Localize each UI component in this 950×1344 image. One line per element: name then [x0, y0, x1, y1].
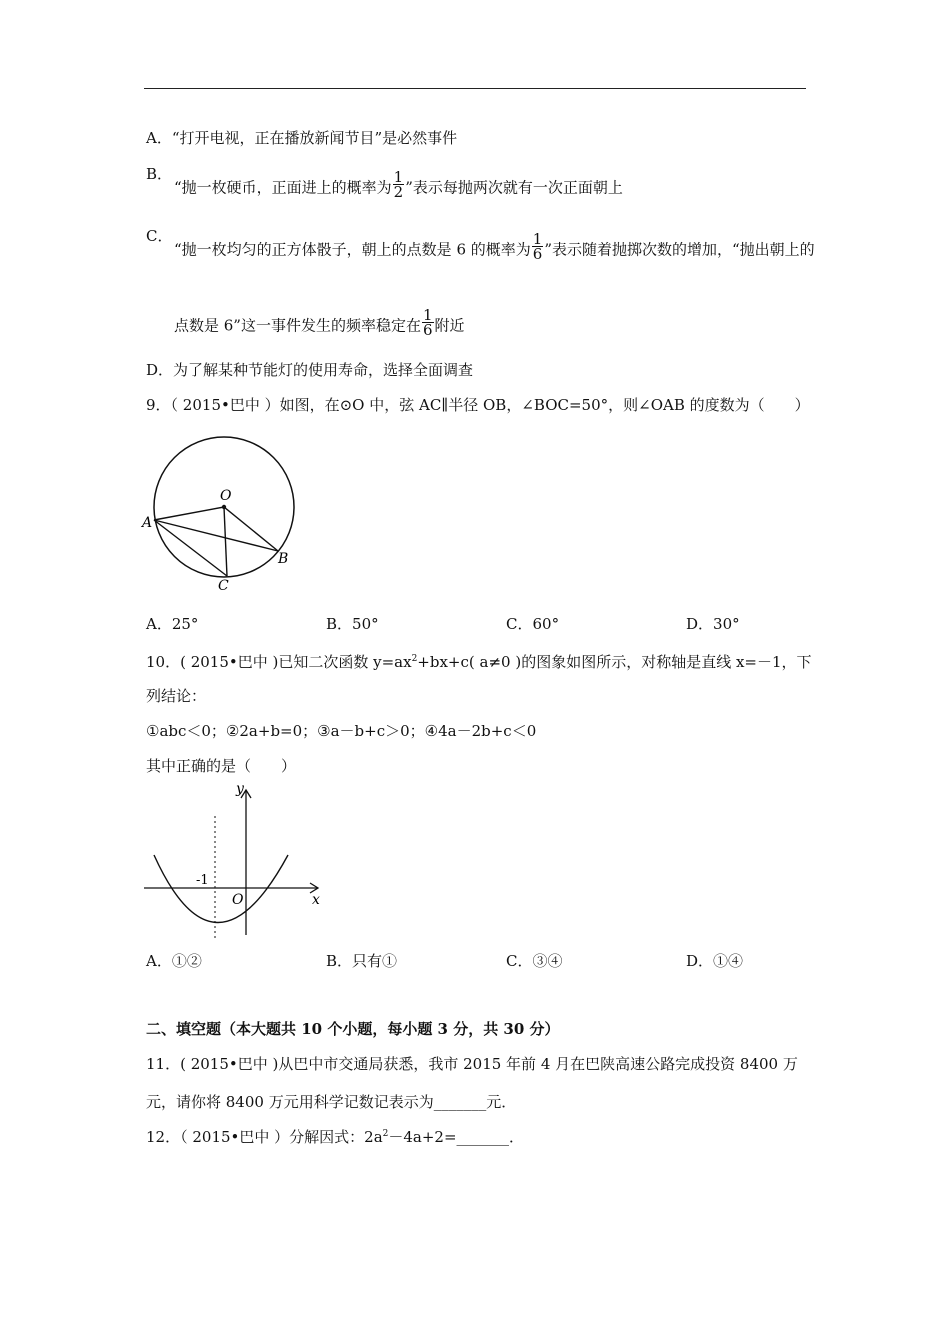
- center-point: [222, 505, 226, 509]
- label-neg1: -1: [196, 873, 209, 888]
- q10-conclusions: ①abc＜0；②2a+b=0；③a－b+c＞0；④4a－2b+c＜0: [146, 722, 537, 740]
- q8-option-b-text: [174, 168, 623, 203]
- radius-oc: [224, 507, 227, 576]
- q9-option-a: A．25°: [146, 615, 199, 633]
- fraction-one-half: [393, 170, 405, 199]
- fraction-one-sixth: [532, 232, 544, 261]
- fraction-denominator: 2: [393, 183, 404, 201]
- q12-post: －4a+2=_______．: [388, 1128, 525, 1146]
- q10-stem-line2: 列结论：: [146, 687, 207, 705]
- q10-option-a: A．①②: [146, 952, 202, 970]
- label-b: B: [278, 551, 289, 567]
- fraction-denominator: 6: [422, 321, 433, 339]
- q9-option-b: B．50°: [326, 615, 379, 633]
- q9-option-c: C．60°: [506, 615, 560, 633]
- label-a: A: [142, 515, 153, 531]
- q9-stem: 9．（ 2015•巴中 ）如图，在⊙O 中，弦 AC∥半径 OB，∠BOC=50°，则∠OAB 的度数为（ ）: [146, 396, 810, 414]
- label-c: C: [218, 578, 229, 594]
- label-origin: O: [232, 892, 244, 908]
- q10-parabola-figure: [140, 780, 330, 940]
- q11-line1: 11．( 2015•巴中 )从巴中市交通局获悉，我市 2015 年前 4 月在巴陕高速公路完成投资 8400 万: [146, 1055, 798, 1073]
- q10-ask: 其中正确的是（ ）: [146, 757, 297, 775]
- q8-option-c-label: C．: [146, 227, 173, 245]
- q12-text: [146, 1127, 524, 1147]
- q8-option-d: D．为了解某种节能灯的使用寿命，选择全面调查: [146, 361, 474, 379]
- q10-option-c: C．③④: [506, 952, 563, 970]
- q10-stem-a: 10．( 2015•巴中 )已知二次函数 y=ax: [146, 653, 412, 671]
- fraction-numerator: 1: [393, 168, 404, 186]
- section-heading: 二、填空题（本大题共 10 个小题，每小题 3 分，共 30 分）: [146, 1020, 560, 1038]
- q8-option-b-post: ”表示每抛两次就有一次正面朝上: [405, 178, 623, 197]
- fraction-one-sixth: [422, 308, 434, 337]
- q8-option-a: A．“打开电视，正在播放新闻节目”是必然事件: [146, 129, 458, 147]
- q8-option-c-line2-post: 附近: [434, 316, 465, 335]
- q8-option-b-label: B．: [146, 165, 173, 183]
- q9-circle-figure: [140, 430, 310, 600]
- header-rule: [144, 88, 806, 89]
- segment-ao: [154, 507, 224, 520]
- q8-option-c-post: ”表示随着抛掷次数的增加，“抛出朝上的: [544, 240, 815, 259]
- q8-option-c-text: [174, 230, 815, 265]
- q8-option-b-pre: “抛一枚硬币，正面进上的概率为: [174, 178, 392, 197]
- q12-sup: 2: [382, 1129, 389, 1139]
- q10-stem: [146, 652, 812, 672]
- q8-option-c-line2: [174, 306, 465, 341]
- q10-option-d: D．①④: [686, 952, 744, 970]
- q11-line2: 元，请你将 8400 万元用科学记数记表示为_______元．: [146, 1093, 517, 1111]
- label-o: O: [220, 488, 232, 504]
- label-y: y: [236, 781, 244, 797]
- fraction-numerator: 1: [532, 230, 543, 248]
- fraction-numerator: 1: [422, 306, 433, 324]
- q10-stem-b: +bx+c( a≠0 )的图象如图所示，对称轴是直线 x=－1，下: [417, 653, 812, 671]
- q10-stem-sup: 2: [411, 654, 418, 664]
- q9-option-d: D．30°: [686, 615, 740, 633]
- parabola-curve: [154, 855, 288, 923]
- label-x: x: [312, 892, 320, 908]
- fraction-denominator: 6: [532, 245, 543, 263]
- q10-option-b: B．只有①: [326, 952, 398, 970]
- q8-option-c-pre: “抛一枚均匀的正方体骰子，朝上的点数是 6 的概率为: [174, 240, 531, 259]
- q12-pre: 12．（ 2015•巴中 ）分解因式：2a: [146, 1128, 383, 1146]
- chord-ac: [154, 520, 227, 576]
- q8-option-c-line2-pre: 点数是 6”这一事件发生的频率稳定在: [174, 316, 421, 335]
